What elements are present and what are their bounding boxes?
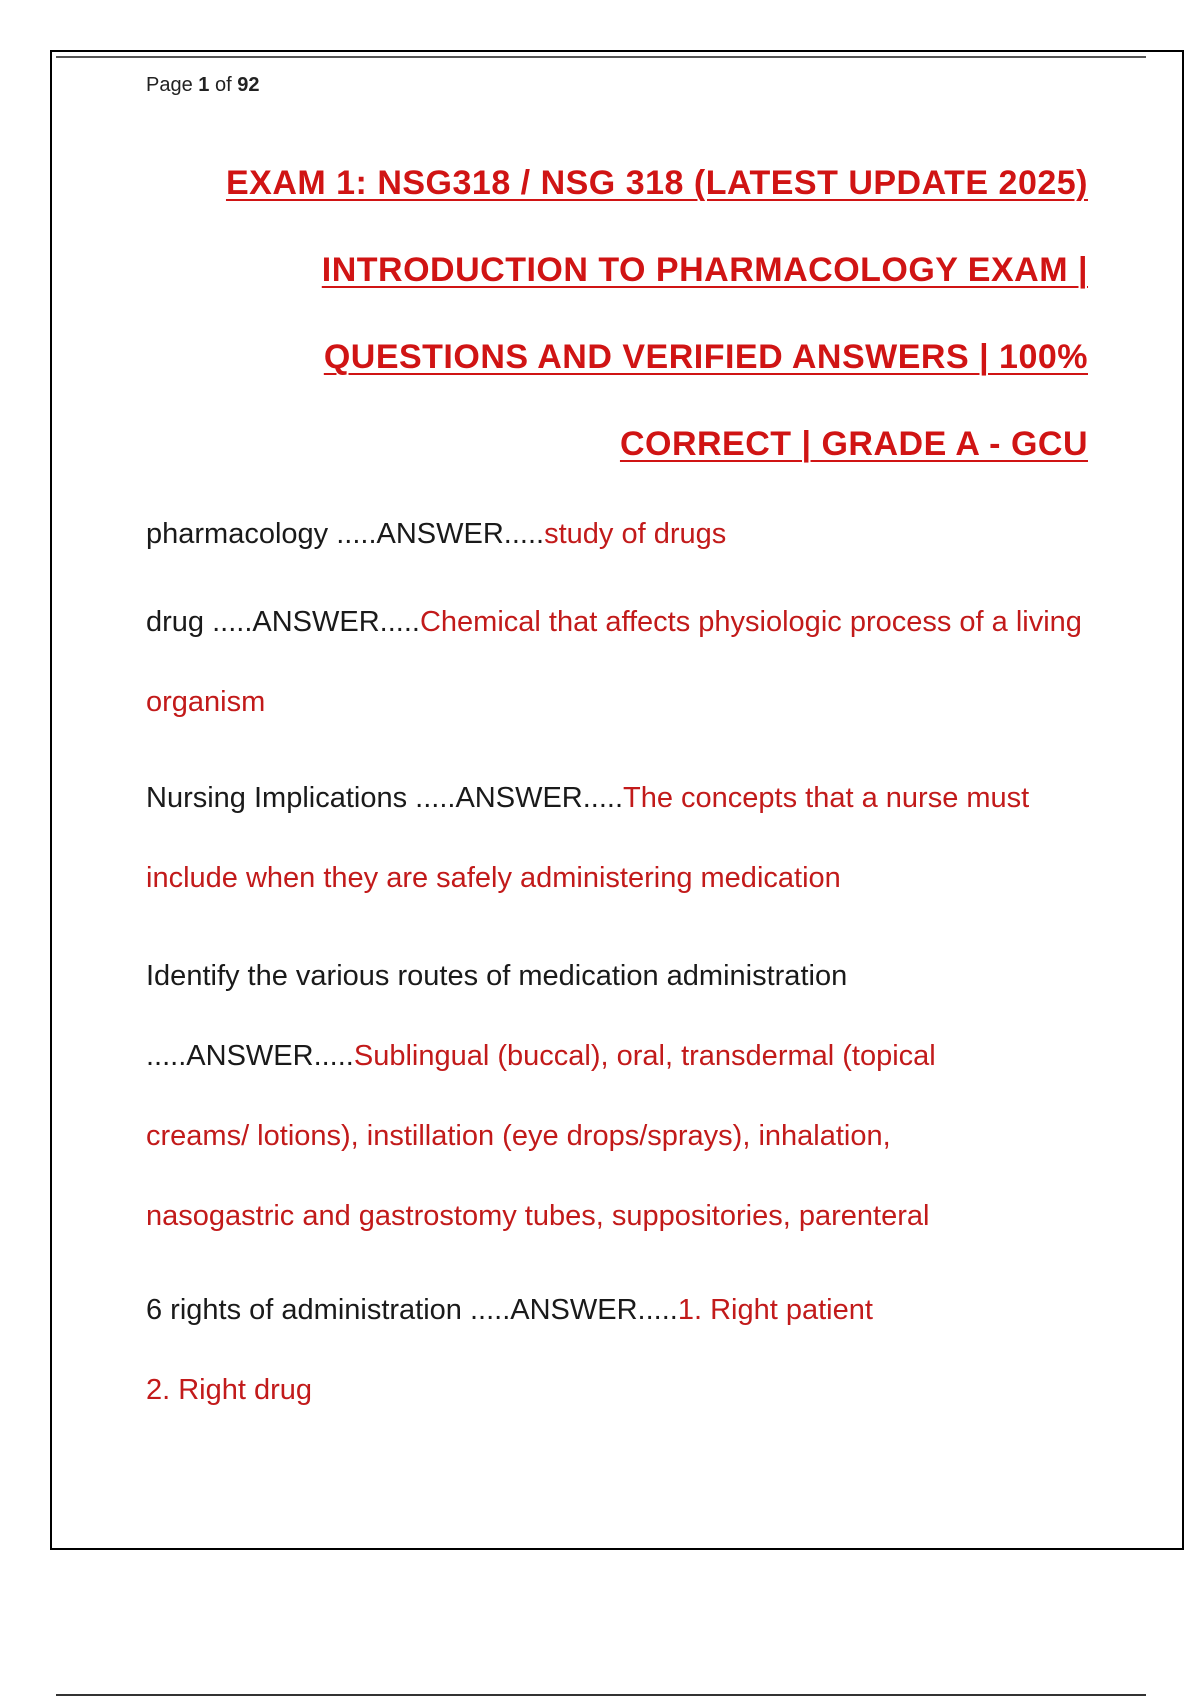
page-total: 92 [237, 74, 260, 96]
title-line: QUESTIONS AND VERIFIED ANSWERS | 100% [323, 338, 1088, 376]
page-label: Page [146, 74, 193, 96]
qa-answer: The concepts that a nurse must include when they are safely administering medication [146, 782, 1030, 894]
qa-item [146, 758, 1106, 918]
qa-question: drug .....ANSWER..... [146, 606, 420, 638]
qa-question: 6 rights of administration .....ANSWER..... [146, 1294, 678, 1326]
qa-item [146, 494, 1066, 574]
qa-question: Identify the various routes of medication administration .....ANSWER..... [146, 960, 848, 1072]
qa-item [146, 582, 1086, 742]
bottom-rule [56, 1694, 1146, 1696]
qa-item [146, 936, 1006, 1256]
qa-question: pharmacology .....ANSWER..... [146, 518, 545, 550]
page-current: 1 [198, 74, 210, 96]
title-line: CORRECT | GRADE A - GCU [619, 425, 1088, 463]
document-title [146, 140, 1088, 488]
qa-item [146, 1270, 1106, 1430]
title-line: INTRODUCTION TO PHARMACOLOGY EXAM | [321, 251, 1088, 289]
qa-answer: study of drugs [544, 518, 727, 550]
title-line: EXAM 1: NSG318 / NSG 318 (LATEST UPDATE 2025) [225, 164, 1088, 202]
qa-question: Nursing Implications .....ANSWER..... [146, 782, 624, 814]
top-rule [56, 56, 1146, 58]
qa-answer: 1. Right patient [677, 1294, 873, 1326]
qa-answer-continued: 2. Right drug [146, 1374, 313, 1406]
page-number [146, 74, 259, 97]
qa-answer: Chemical that affects physiologic process of a living organism [146, 606, 1082, 718]
qa-answer: Sublingual (buccal), oral, transdermal (topical creams/ lotions), instillation (eye drops/sprays), inhalation, nasogastric and gastrostomy tubes, suppositories, parenteral [146, 1040, 936, 1232]
page-of: of [214, 74, 232, 96]
